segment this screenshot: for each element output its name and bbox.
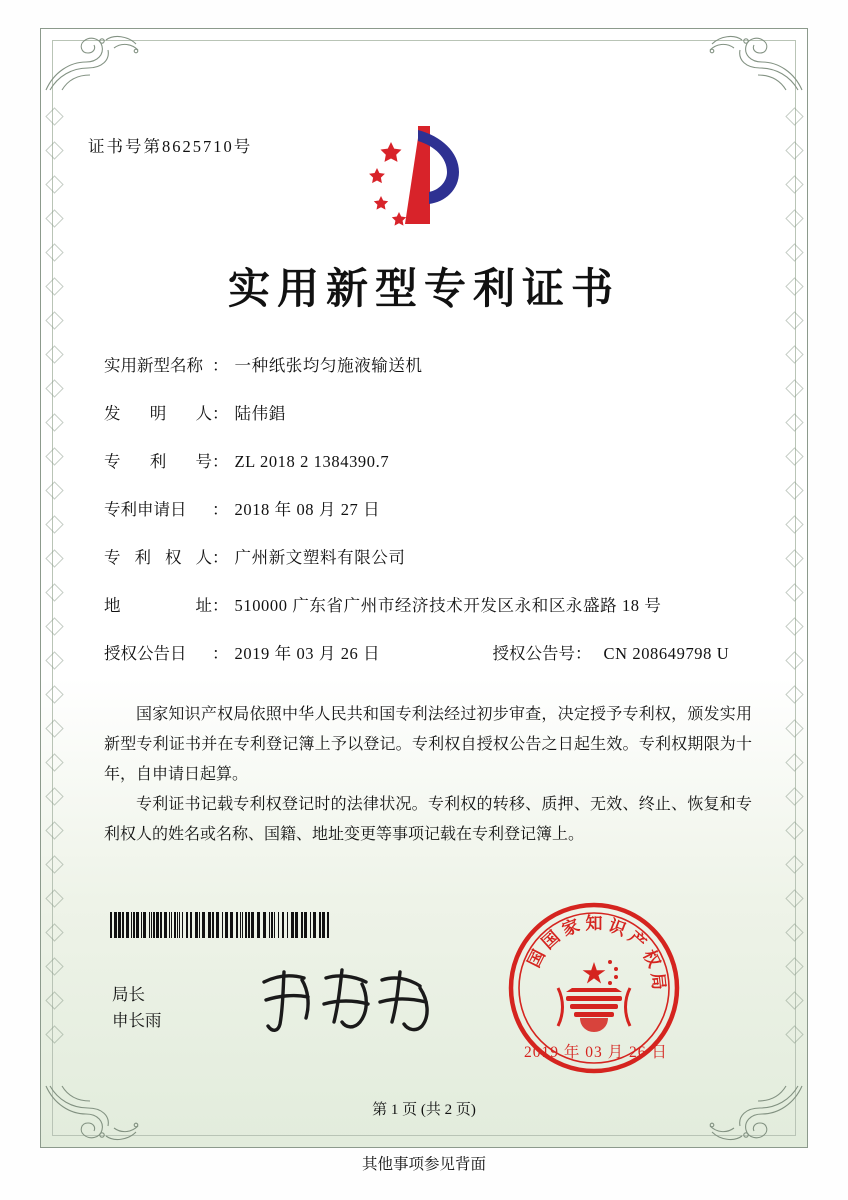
barcode-bar [236, 912, 238, 938]
barcode-bar [248, 912, 250, 938]
barcode-bar [212, 912, 214, 938]
barcode-bar [278, 912, 279, 938]
barcode-bar [240, 912, 241, 938]
field-label: 发 明 人 [104, 404, 212, 423]
director-role-label: 局长 [112, 985, 145, 1004]
svg-text:知: 知 [585, 914, 603, 934]
field-colon: ： [212, 548, 229, 567]
page-number: 第 1 页 (共 2 页) [372, 1102, 476, 1118]
barcode-bar [160, 912, 162, 938]
barcode-bar [122, 912, 124, 938]
field-colon: ： [212, 404, 229, 423]
field-value: 2019 年 03 月 26 日 [234, 644, 381, 663]
field-row [104, 358, 758, 406]
barcode-bar [153, 912, 155, 938]
barcode-bar [282, 912, 284, 938]
barcode-bar [208, 912, 211, 938]
barcode-bar [164, 912, 167, 938]
barcode-bar [304, 912, 307, 938]
barcode-bar [141, 912, 142, 938]
certificate-number: 证书号第8625710号 [88, 137, 253, 156]
barcode-bar [179, 912, 180, 938]
barcode-bar [186, 912, 188, 938]
barcode-bar [136, 912, 139, 938]
barcode-bar [242, 912, 243, 938]
page-title: 实用新型专利证书 [227, 264, 620, 313]
barcode-bar [195, 912, 198, 938]
barcode-bar [322, 912, 325, 938]
svg-text:国: 国 [538, 927, 565, 954]
barcode-bar [118, 912, 121, 938]
barcode-bar [291, 912, 294, 938]
svg-text:国: 国 [524, 946, 550, 972]
barcode-bar [295, 912, 298, 938]
field-value: 一种纸张均匀施液输送机 [234, 356, 423, 375]
field-row [104, 550, 758, 598]
barcode-bar [190, 912, 192, 938]
barcode-bar [110, 912, 112, 938]
barcode-bar [133, 912, 135, 938]
field-label: 授权公告日 [104, 644, 187, 663]
svg-text:家: 家 [559, 915, 583, 941]
field-value: 2018 年 08 月 27 日 [234, 500, 381, 519]
barcode-bar [274, 912, 275, 938]
field-list [104, 358, 758, 694]
barcode-bar [171, 912, 172, 938]
field-row [104, 598, 758, 646]
field-row-dual [104, 646, 758, 694]
svg-text:产: 产 [623, 927, 650, 954]
barcode-bar [114, 912, 117, 938]
barcode-bar [230, 912, 233, 938]
field-label: 专 利 号 [104, 452, 212, 471]
barcode-bar [131, 912, 132, 938]
barcode-bar [149, 912, 150, 938]
barcode-bar [319, 912, 321, 938]
qr-code-icon [672, 126, 764, 218]
barcode-bar [169, 912, 170, 938]
barcode-bar [313, 912, 316, 938]
field-row [104, 406, 758, 454]
field-colon: ： [575, 644, 592, 663]
field-label-secondary: 授权公告号 [492, 644, 575, 663]
field-value: 广州新文塑料有限公司 [234, 548, 406, 567]
barcode-bar [156, 912, 159, 938]
back-note: 其他事项参见背面 [361, 1156, 486, 1173]
field-value: 510000 广东省广州市经济技术开发区永和区永盛路 18 号 [234, 596, 662, 615]
barcode-bar [199, 912, 200, 938]
barcode-bar [174, 912, 176, 938]
field-label: 专 利 权 人 [104, 548, 212, 567]
barcode-bar [257, 912, 260, 938]
field-label: 专利申请日 [104, 500, 187, 519]
sipo-logo-icon [355, 120, 475, 235]
paragraph-2: 专利证书记载专利权登记时的法律状况。专利权的转移、质押、无效、终止、恢复和专利权人的姓名或名称、国籍、地址变更等事项记载在专利登记簿上。 [104, 796, 752, 843]
side-rail-ornament [786, 110, 802, 1060]
field-label: 实用新型名称 [104, 356, 203, 375]
barcode-bar [151, 912, 152, 938]
field-row [104, 454, 758, 502]
svg-text:识: 识 [605, 915, 629, 941]
director-name-label: 申长雨 [112, 1011, 162, 1030]
barcode-bar [225, 912, 228, 938]
barcode [110, 912, 332, 938]
handwritten-signature [250, 960, 450, 1040]
svg-text:权: 权 [638, 946, 664, 972]
field-label: 地 址 [104, 596, 212, 615]
barcode-bar [177, 912, 178, 938]
field-colon: ： [212, 356, 229, 375]
field-value-secondary: CN 208649798 U [603, 644, 730, 663]
barcode-bar [271, 912, 273, 938]
side-rail-ornament [46, 110, 62, 1060]
barcode-bar [301, 912, 303, 938]
barcode-bar [182, 912, 183, 938]
signature-labels [112, 982, 162, 1034]
barcode-bar [222, 912, 223, 938]
barcode-bar [216, 912, 219, 938]
corner-ornament-icon [44, 32, 140, 92]
barcode-bar [143, 912, 146, 938]
field-colon: ： [212, 596, 229, 615]
field-value: ZL 2018 2 1384390.7 [234, 452, 390, 471]
barcode-bar [251, 912, 254, 938]
barcode-bar [245, 912, 247, 938]
field-row [104, 502, 758, 550]
svg-text:局: 局 [646, 971, 669, 991]
seal-date: 2019 年 03 月 26 日 [524, 1044, 668, 1061]
barcode-bar [327, 912, 329, 938]
barcode-bar [310, 912, 311, 938]
field-value: 陆伟錩 [234, 404, 286, 423]
barcode-bar [269, 912, 270, 938]
barcode-bar [202, 912, 205, 938]
field-colon: ： [212, 500, 229, 519]
barcode-bar [126, 912, 129, 938]
corner-ornament-icon [708, 32, 804, 92]
field-colon: ： [212, 644, 229, 663]
field-colon: ： [212, 452, 229, 471]
barcode-bar [287, 912, 288, 938]
barcode-bar [263, 912, 266, 938]
paragraph-1: 国家知识产权局依照中华人民共和国专利法经过初步审查，决定授予专利权，颁发实用新型专利证书并在专利登记簿上予以登记。专利权自授权公告之日起生效。专利权期限为十年，自申请日起算。 [104, 706, 752, 783]
